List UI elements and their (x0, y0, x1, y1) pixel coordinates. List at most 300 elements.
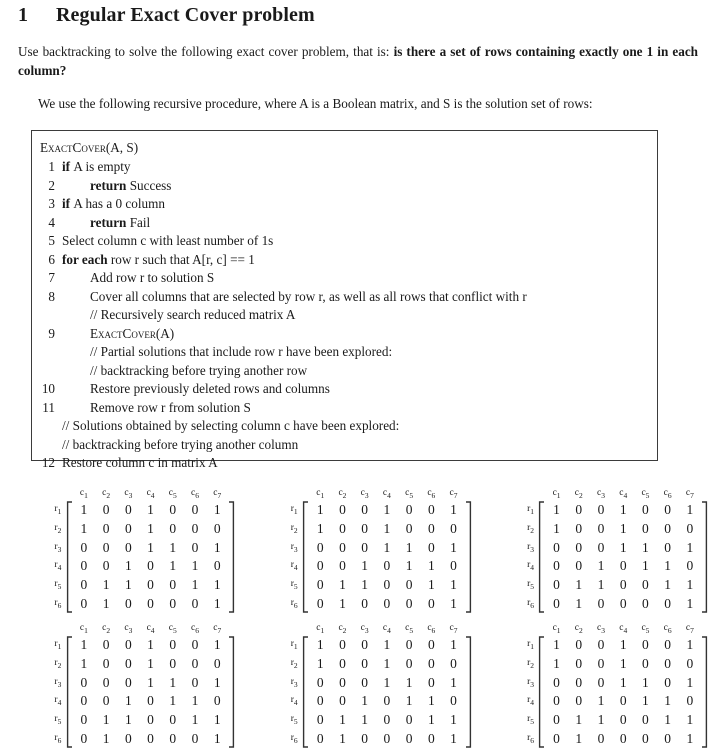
matrix-cell: 1 (597, 576, 605, 592)
matrix-cell: 0 (316, 539, 324, 555)
matrix-cell: 0 (147, 595, 154, 611)
matrix-column-label: $c_4$ (382, 488, 391, 500)
matrix-header-spacer-left (302, 622, 309, 636)
algorithm-line-number: 10 (41, 381, 55, 396)
matrix-column-label: $c_6$ (663, 623, 672, 635)
matrix-row (523, 576, 708, 595)
algorithm-frame (31, 130, 658, 470)
matrix-6 (523, 622, 708, 748)
matrix-right-bracket (701, 501, 708, 613)
page-title (18, 4, 315, 27)
algorithm-line (32, 417, 657, 436)
section-number: 1 (18, 4, 29, 26)
matrix-cell: 0 (597, 595, 605, 611)
matrix-cell: 0 (169, 711, 177, 727)
matrix-row-label: $r_4$ (54, 695, 62, 708)
matrix-row-label: $r_6$ (290, 732, 298, 745)
matrix-cell: 0 (642, 520, 649, 536)
matrix-row (50, 557, 235, 576)
matrix-cell: 1 (664, 693, 672, 709)
boolean-matrix (523, 622, 708, 748)
matrix-corner-cell (523, 622, 539, 636)
matrix-cell: 0 (450, 655, 457, 671)
matrix-cell: 1 (361, 693, 369, 709)
matrix-column-label: $c_1$ (552, 488, 561, 500)
matrix-left-bracket (302, 501, 309, 613)
matrix-row (523, 636, 708, 655)
algorithm-line (32, 436, 657, 455)
matrix-cell: 0 (619, 711, 627, 727)
matrix-header-spacer-right (465, 622, 472, 636)
algorithm-line (32, 380, 657, 399)
matrix-cell: 0 (316, 730, 324, 746)
algorithm-line-text: // backtracking before trying another row (90, 362, 308, 378)
matrix-left-bracket (302, 636, 309, 748)
algorithm-line (32, 269, 657, 288)
algorithm-body (32, 131, 657, 473)
matrix-cell: 0 (102, 693, 110, 709)
matrix-cell: 0 (339, 655, 346, 671)
matrix-cell: 1 (619, 520, 627, 536)
matrix-cell: 0 (147, 693, 154, 709)
matrix-row (523, 557, 708, 576)
algorithm-line-number: 7 (48, 270, 55, 285)
matrix-cell: 0 (191, 637, 199, 653)
matrix-cell: 1 (405, 693, 413, 709)
matrix-cell: 0 (642, 502, 649, 518)
matrix-cell: 0 (316, 711, 324, 727)
algorithm-line (32, 288, 657, 307)
matrix-cell: 1 (124, 693, 132, 709)
matrix-cell: 0 (102, 520, 110, 536)
algorithm-line (32, 343, 657, 362)
algorithm-line-text: // Partial solutions that include row r have been explored: (90, 344, 393, 359)
matrix-column-label: $c_1$ (552, 623, 561, 635)
matrix-cell: 0 (169, 576, 177, 592)
matrix-cell: 1 (147, 520, 154, 536)
matrix-column-label: $c_2$ (102, 623, 111, 635)
matrix-cell: 0 (575, 502, 583, 518)
matrix-cell: 0 (427, 730, 435, 746)
matrix-cell: 1 (553, 655, 560, 671)
matrix-cell: 1 (316, 502, 324, 518)
matrix-row (286, 501, 471, 520)
matrix-column-label: $c_5$ (405, 623, 414, 635)
matrix-cell: 0 (80, 595, 88, 611)
matrix-cell: 0 (383, 576, 391, 592)
matrix-column-label: $c_7$ (213, 623, 222, 635)
matrix-cell: 1 (383, 637, 391, 653)
matrix-row-label: $r_1$ (290, 504, 298, 517)
matrix-row-label: $r_3$ (527, 676, 534, 689)
matrix-column-label: $c_3$ (124, 488, 133, 500)
matrix-cell: 0 (339, 539, 346, 555)
matrix-cell: 0 (80, 539, 88, 555)
matrix-cell: 0 (124, 502, 132, 518)
matrix-cell: 0 (619, 576, 627, 592)
matrix-cell: 0 (213, 558, 221, 574)
algorithm-line (32, 362, 657, 381)
algorithm-line-text: Restore column c in matrix A (62, 455, 218, 470)
matrix-column-label: $c_3$ (124, 623, 133, 635)
matrix-cell: 0 (405, 595, 413, 611)
matrix-column-label: $c_1$ (79, 488, 88, 500)
matrix-column-label: $c_5$ (168, 488, 177, 500)
matrix-cell: 1 (553, 502, 560, 518)
matrix-column-label: $c_3$ (360, 623, 369, 635)
matrix-cell: 1 (427, 576, 435, 592)
matrix-left-bracket (538, 636, 545, 748)
algorithm-line-number: 6 (48, 251, 55, 267)
matrix-cell: 1 (450, 711, 457, 727)
matrix-cell: 1 (664, 558, 672, 574)
matrix-row (523, 673, 708, 692)
matrix-column-label: $c_3$ (360, 488, 369, 500)
matrix-corner-cell (50, 622, 66, 636)
matrix-cell: 1 (361, 576, 369, 592)
matrix-cell: 0 (102, 655, 110, 671)
matrix-cell: 0 (169, 637, 177, 653)
matrix-cell: 0 (124, 595, 132, 611)
matrix-cell: 0 (619, 730, 627, 746)
matrix-cell: 0 (361, 539, 369, 555)
matrix-row-label: $r_6$ (290, 597, 298, 610)
matrix-column-label: $c_6$ (427, 623, 436, 635)
matrix-cell: 1 (191, 558, 199, 574)
matrix-cell: 1 (124, 711, 132, 727)
matrix-cell: 1 (686, 576, 694, 592)
matrix-cell: 0 (147, 730, 154, 746)
matrix-cell: 1 (383, 502, 391, 518)
matrix-row (50, 692, 235, 711)
algorithm-args: (A, S) (105, 140, 139, 155)
matrix-cell: 0 (575, 520, 583, 536)
matrix-cell: 0 (316, 693, 324, 709)
matrix-cell: 0 (147, 558, 154, 574)
matrix-cell: 1 (450, 539, 457, 555)
matrix-header-spacer-right (228, 622, 235, 636)
matrix-cell: 0 (619, 595, 627, 611)
matrix-cell: 0 (642, 595, 649, 611)
procedure-intro-paragraph: We use the following recursive procedure, where A is a Boolean matrix, and S is the solution set of rows: (38, 96, 593, 111)
matrix-cell: 0 (427, 520, 435, 536)
matrix-row-label: $r_5$ (290, 714, 298, 726)
matrix-header-spacer-left (66, 622, 73, 636)
matrix-left-bracket (66, 636, 73, 748)
matrix-row (286, 557, 471, 576)
matrix-cell: 1 (427, 693, 435, 709)
matrix-column-label: $c_5$ (405, 488, 414, 500)
matrix-cell: 0 (405, 520, 413, 536)
matrix-column-label: $c_7$ (685, 488, 694, 500)
matrix-cell: 1 (383, 655, 391, 671)
matrix-column-label: $c_7$ (685, 623, 694, 635)
matrix-row (50, 501, 235, 520)
matrix-right-bracket (701, 636, 708, 748)
matrix-cell: 1 (450, 502, 457, 518)
matrix-cell: 1 (597, 558, 605, 574)
matrix-cell: 1 (619, 637, 627, 653)
algorithm-line (32, 232, 657, 251)
matrix-cell: 1 (686, 674, 694, 690)
matrix-cell: 0 (553, 539, 560, 555)
matrix-left-bracket (66, 501, 73, 613)
matrix-header-spacer-left (538, 622, 545, 636)
algorithm-line (32, 251, 657, 270)
algorithm-keyword: for each (62, 251, 111, 267)
matrix-column-label: $c_7$ (213, 488, 222, 500)
matrix-cell: 0 (361, 520, 369, 536)
matrix-cell: 0 (383, 693, 391, 709)
matrix-cell: 0 (124, 637, 132, 653)
algorithm-keyword: if (62, 196, 74, 211)
matrix-cell: 0 (664, 730, 672, 746)
matrix-cell: 1 (191, 693, 199, 709)
matrix-row (523, 655, 708, 674)
matrix-cell: 0 (316, 674, 324, 690)
matrix-row (50, 576, 235, 595)
matrix-cell: 1 (339, 730, 346, 746)
matrix-header-spacer-left (538, 487, 545, 501)
matrix-cell: 0 (316, 576, 324, 592)
matrix-cell: 0 (361, 595, 369, 611)
matrix-column-label: $c_3$ (597, 623, 605, 635)
algorithm-line-number: 5 (48, 233, 55, 248)
matrix-cell: 0 (191, 655, 199, 671)
matrix-cell: 0 (102, 674, 110, 690)
matrix-cell: 0 (553, 693, 560, 709)
algorithm-line-text: if A is empty (62, 159, 131, 174)
matrix-cell: 1 (642, 693, 649, 709)
matrix-row (286, 729, 471, 748)
algorithm-line (32, 399, 657, 418)
matrix-column-label: $c_3$ (597, 488, 605, 500)
matrix-row (50, 729, 235, 748)
matrix-cell: 0 (316, 595, 324, 611)
boolean-matrix (50, 487, 235, 613)
matrix-cell: 0 (361, 655, 369, 671)
matrix-column-label: $c_4$ (146, 488, 155, 500)
matrix-cell: 0 (597, 655, 605, 671)
matrix-cell: 0 (664, 520, 672, 536)
matrix-column-label: $c_4$ (619, 488, 628, 500)
matrix-row (523, 501, 708, 520)
matrix-header-spacer-right (701, 487, 708, 501)
matrix-cell: 1 (427, 711, 435, 727)
matrix-cell: 1 (316, 520, 324, 536)
matrix-row-label: $r_5$ (54, 579, 62, 591)
matrix-row (523, 520, 708, 539)
matrix-cell: 1 (102, 595, 110, 611)
matrix-cell: 1 (575, 576, 583, 592)
matrix-cell: 0 (664, 539, 672, 555)
matrix-column-label: $c_5$ (641, 623, 650, 635)
matrix-cell: 0 (597, 539, 605, 555)
matrix-cell: 1 (316, 637, 324, 653)
algorithm-line-number: 12 (41, 455, 55, 470)
algorithm-recursive-call: ExactCover (90, 325, 156, 341)
matrix-cell: 0 (383, 595, 391, 611)
matrix-cell: 1 (642, 674, 649, 690)
matrix-cell: 0 (339, 502, 346, 518)
matrix-cell: 1 (686, 539, 694, 555)
matrix-cell: 1 (339, 711, 346, 727)
matrix-cell: 0 (124, 520, 132, 536)
algorithm-line-number: 3 (48, 196, 55, 211)
matrix-column-label: $c_7$ (449, 488, 458, 500)
matrix-cell: 0 (191, 674, 199, 690)
matrix-cell: 1 (80, 655, 88, 671)
matrix-row (286, 636, 471, 655)
matrix-cell: 1 (664, 576, 672, 592)
matrix-cell: 0 (405, 502, 413, 518)
matrix-header-spacer-right (228, 487, 235, 501)
matrix-corner-cell (523, 487, 539, 501)
section-title-text: Regular Exact Cover problem (56, 4, 315, 26)
matrix-cell: 0 (213, 520, 221, 536)
boolean-matrix (286, 487, 471, 613)
matrix-cell: 0 (124, 730, 132, 746)
matrix-cell: 1 (213, 539, 221, 555)
matrix-cell: 1 (147, 655, 154, 671)
algorithm-line-text: // backtracking before trying another column (62, 436, 299, 452)
matrix-cell: 0 (597, 520, 605, 536)
algorithm-line-text: Cover all columns that are selected by row r, as well as all rows that conflict with r (90, 288, 527, 304)
matrix-cell: 0 (361, 502, 369, 518)
matrix-cell: 1 (619, 539, 627, 555)
matrix-cell: 1 (124, 576, 132, 592)
matrix-cell: 0 (575, 637, 583, 653)
matrix-row-label: $r_2$ (54, 523, 62, 535)
algorithm-line (32, 325, 657, 344)
matrix-row-label: $r_3$ (527, 541, 534, 554)
matrix-right-bracket (465, 501, 472, 613)
matrix-cell: 1 (383, 520, 391, 536)
matrix-row (50, 655, 235, 674)
matrix-1 (50, 487, 235, 613)
matrix-row-bottom (0, 622, 708, 748)
matrix-cell: 1 (642, 558, 649, 574)
matrix-cell: 0 (686, 693, 694, 709)
matrix-cell: 1 (575, 595, 583, 611)
matrix-2 (286, 487, 471, 613)
matrix-header-spacer-right (701, 622, 708, 636)
intro-plain-text: Use backtracking to solve the following exact cover problem, that is: (18, 44, 390, 59)
matrix-row (523, 538, 708, 557)
matrix-cell: 1 (213, 711, 221, 727)
matrix-cell: 0 (191, 502, 199, 518)
matrix-cell: 0 (102, 558, 110, 574)
matrix-corner-cell (286, 487, 302, 501)
matrix-row-label: $r_3$ (54, 676, 62, 689)
matrix-row (286, 594, 471, 613)
algorithm-line-text: Add row r to solution S (90, 270, 215, 285)
matrix-cell: 0 (361, 730, 369, 746)
matrix-cell: 0 (664, 502, 672, 518)
matrix-column-label: $c_4$ (619, 623, 628, 635)
matrix-cell: 1 (213, 730, 221, 746)
matrix-cell: 0 (405, 655, 413, 671)
matrix-right-bracket (228, 636, 235, 748)
matrix-cell: 1 (191, 576, 199, 592)
intro-bold-text: is there a set of rows containing exactly one 1 in each column? (18, 44, 699, 78)
matrix-cell: 1 (619, 655, 627, 671)
algorithm-title (40, 140, 657, 156)
matrix-cell: 1 (169, 539, 177, 555)
algorithm-line (32, 158, 657, 177)
matrix-cell: 0 (427, 637, 435, 653)
matrix-cell: 1 (361, 558, 369, 574)
algorithm-keyword: if (62, 159, 74, 174)
matrix-cell: 0 (383, 730, 391, 746)
matrix-cell: 1 (339, 595, 346, 611)
algorithm-line (32, 306, 657, 325)
matrix-row (286, 655, 471, 674)
matrix-cell: 1 (147, 637, 154, 653)
matrix-cell: 1 (80, 637, 88, 653)
algorithm-line-number: 2 (48, 177, 55, 193)
matrix-cell: 0 (664, 637, 672, 653)
matrix-row (286, 538, 471, 557)
matrix-column-header-row (523, 487, 708, 501)
matrix-cell: 0 (597, 730, 605, 746)
matrix-cell: 0 (361, 637, 369, 653)
matrix-column-header-row (50, 487, 235, 501)
matrix-row (523, 729, 708, 748)
matrix-row-label: $r_5$ (527, 579, 534, 591)
matrix-row-label: $r_1$ (527, 639, 534, 652)
matrix-cell: 1 (339, 576, 346, 592)
matrix-cell: 0 (339, 693, 346, 709)
matrix-row (523, 594, 708, 613)
matrix-row (50, 711, 235, 730)
matrix-cell: 1 (213, 576, 221, 592)
matrix-row-label: $r_3$ (290, 676, 298, 689)
matrix-cell: 1 (450, 730, 457, 746)
matrix-column-label: $c_1$ (79, 623, 88, 635)
matrix-cell: 0 (147, 711, 154, 727)
matrix-cell: 0 (664, 674, 672, 690)
matrix-row-label: $r_3$ (290, 541, 298, 554)
algorithm-line (32, 454, 657, 473)
matrix-cell: 0 (339, 637, 346, 653)
matrix-row-label: $r_2$ (54, 658, 62, 670)
matrix-cell: 0 (383, 558, 391, 574)
matrix-cell: 1 (686, 730, 694, 746)
matrix-cell: 0 (427, 502, 435, 518)
matrix-cell: 0 (191, 539, 199, 555)
matrix-cell: 0 (450, 558, 457, 574)
matrix-row (50, 636, 235, 655)
matrix-cell: 1 (169, 693, 177, 709)
matrix-row-label: $r_1$ (527, 504, 534, 517)
matrix-cell: 1 (553, 520, 560, 536)
matrix-cell: 1 (427, 558, 435, 574)
matrix-row-label: $r_6$ (527, 597, 534, 610)
matrix-column-header-row (523, 622, 708, 636)
algorithm-name: ExactCover (40, 140, 106, 155)
matrix-cell: 0 (124, 539, 132, 555)
matrix-cell: 1 (686, 595, 694, 611)
matrix-cell: 0 (169, 730, 177, 746)
matrix-cell: 1 (619, 502, 627, 518)
matrix-row-label: $r_1$ (290, 639, 298, 652)
algorithm-line-number: 1 (48, 159, 55, 174)
matrix-row (286, 692, 471, 711)
matrix-cell: 1 (619, 674, 627, 690)
matrix-cell: 0 (80, 674, 88, 690)
matrix-column-label: $c_2$ (338, 488, 347, 500)
